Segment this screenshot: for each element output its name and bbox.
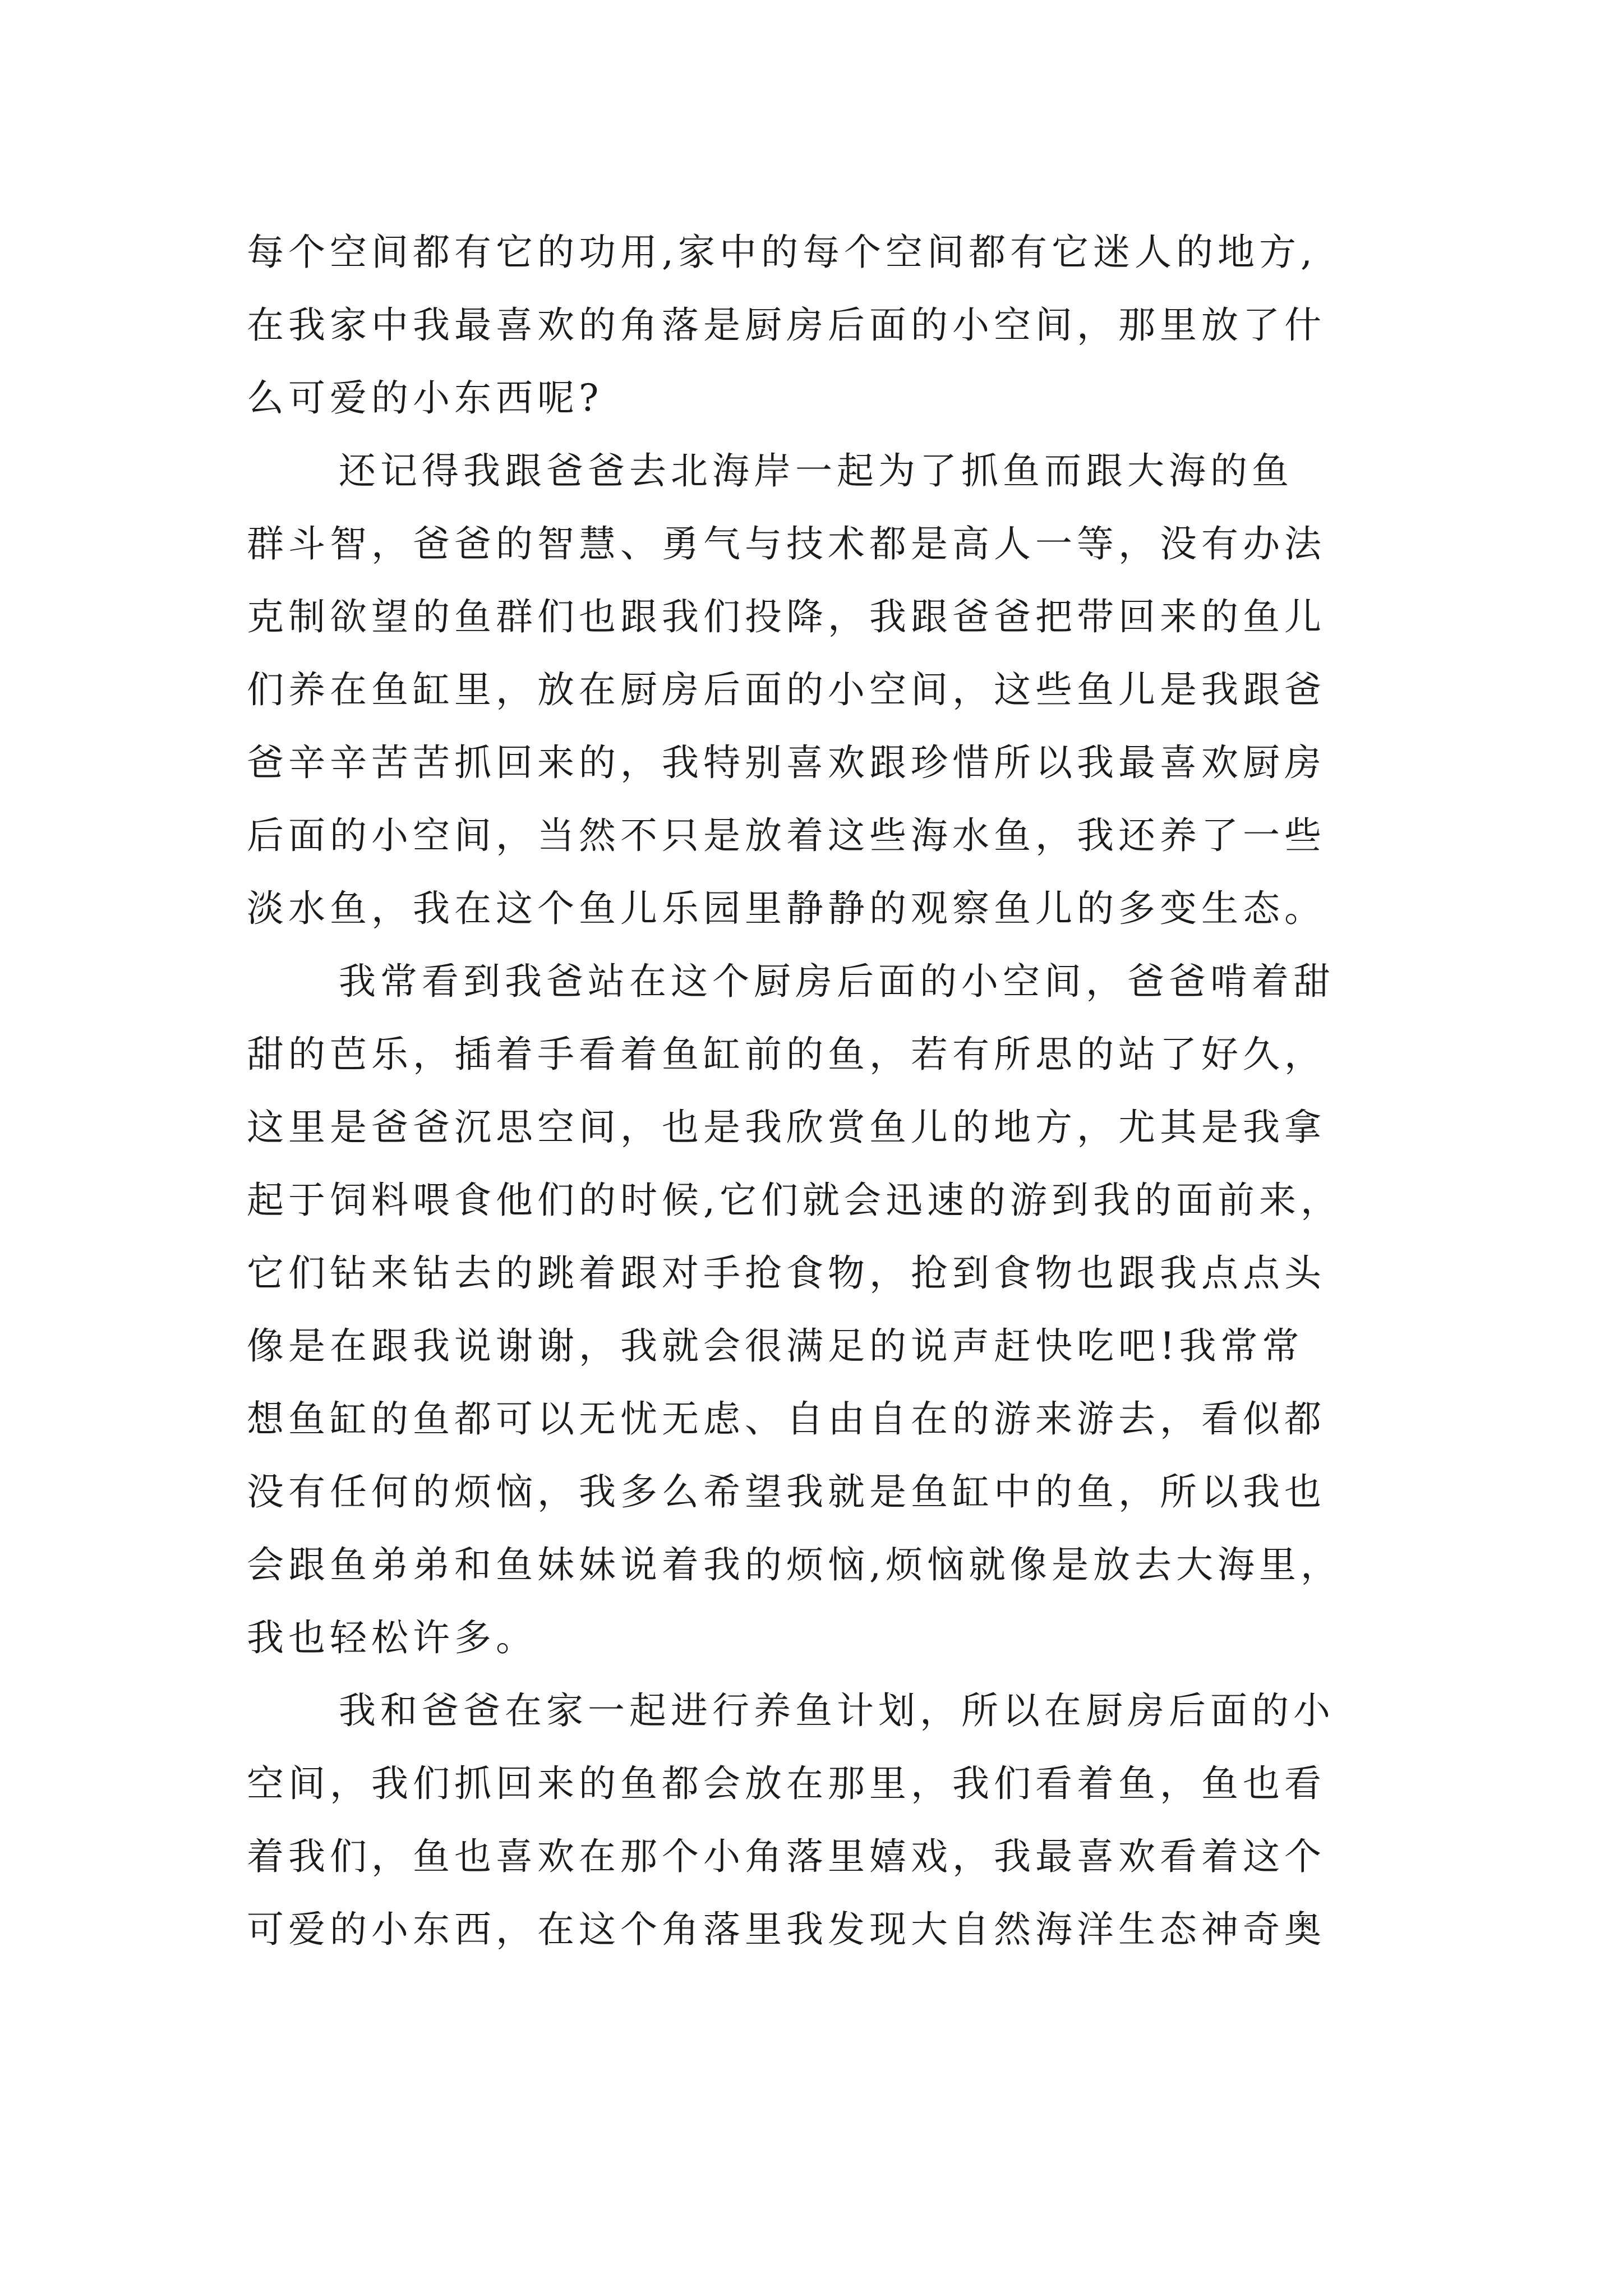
text-line: 爸辛辛苦苦抓回来的，我特别喜欢跟珍惜所以我最喜欢厨房 (247, 741, 1326, 784)
text-line: 我也轻松许多。 (247, 1616, 537, 1659)
essay-body (247, 216, 1436, 1966)
text-line: 后面的小空间，当然不只是放着这些海水鱼，我还养了一些 (247, 814, 1326, 857)
text-line: 么可爱的小东西呢? (247, 376, 603, 420)
text-line: 每个空间都有它的功用,家中的每个空间都有它迷人的地方, (247, 231, 1317, 274)
text-line: 着我们，鱼也喜欢在那个小角落里嬉戏，我最喜欢看着这个 (247, 1835, 1326, 1878)
text-line: 像是在跟我说谢谢，我就会很满足的说声赶快吃吧!我常常 (247, 1324, 1304, 1368)
paragraph-1 (247, 216, 1436, 435)
text-line: 群斗智，爸爸的智慧、勇气与技术都是高人一等，没有办法 (247, 522, 1326, 565)
text-line: 在我家中我最喜欢的角落是厨房后面的小空间，那里放了什 (247, 303, 1326, 347)
paragraph-4 (247, 1674, 1436, 1966)
paragraph-2 (247, 435, 1436, 945)
text-line: 淡水鱼，我在这个鱼儿乐园里静静的观察鱼儿的多变生态。 (247, 887, 1326, 930)
text-line: 克制欲望的鱼群们也跟我们投降，我跟爸爸把带回来的鱼儿 (247, 595, 1326, 638)
text-line: 想鱼缸的鱼都可以无忧无虑、自由自在的游来游去，看似都 (247, 1397, 1326, 1441)
text-line: 甜的芭乐，插着手看着鱼缸前的鱼，若有所思的站了好久， (247, 1033, 1326, 1076)
text-line: 会跟鱼弟弟和鱼妹妹说着我的烦恼,烦恼就像是放去大海里， (247, 1543, 1342, 1586)
paragraph-3 (247, 945, 1436, 1674)
text-line: 起于饲料喂食他们的时候,它们就会迅速的游到我的面前来， (247, 1179, 1342, 1222)
text-line: 可爱的小东西，在这个角落里我发现大自然海洋生态神奇奥 (247, 1908, 1326, 1951)
text-line: 它们钻来钻去的跳着跟对手抢食物，抢到食物也跟我点点头 (247, 1251, 1326, 1295)
text-line: 没有任何的烦恼，我多么希望我就是鱼缸中的鱼，所以我也 (247, 1470, 1326, 1513)
text-line: 这里是爸爸沉思空间，也是我欣赏鱼儿的地方，尤其是我拿 (247, 1106, 1326, 1149)
text-line: 我常看到我爸站在这个厨房后面的小空间，爸爸啃着甜 (339, 960, 1335, 1003)
text-line: 我和爸爸在家一起进行养鱼计划，所以在厨房后面的小 (339, 1689, 1335, 1732)
text-line: 还记得我跟爸爸去北海岸一起为了抓鱼而跟大海的鱼 (339, 449, 1293, 493)
text-line: 空间，我们抓回来的鱼都会放在那里，我们看着鱼，鱼也看 (247, 1762, 1326, 1805)
text-line: 们养在鱼缸里，放在厨房后面的小空间，这些鱼儿是我跟爸 (247, 668, 1326, 711)
